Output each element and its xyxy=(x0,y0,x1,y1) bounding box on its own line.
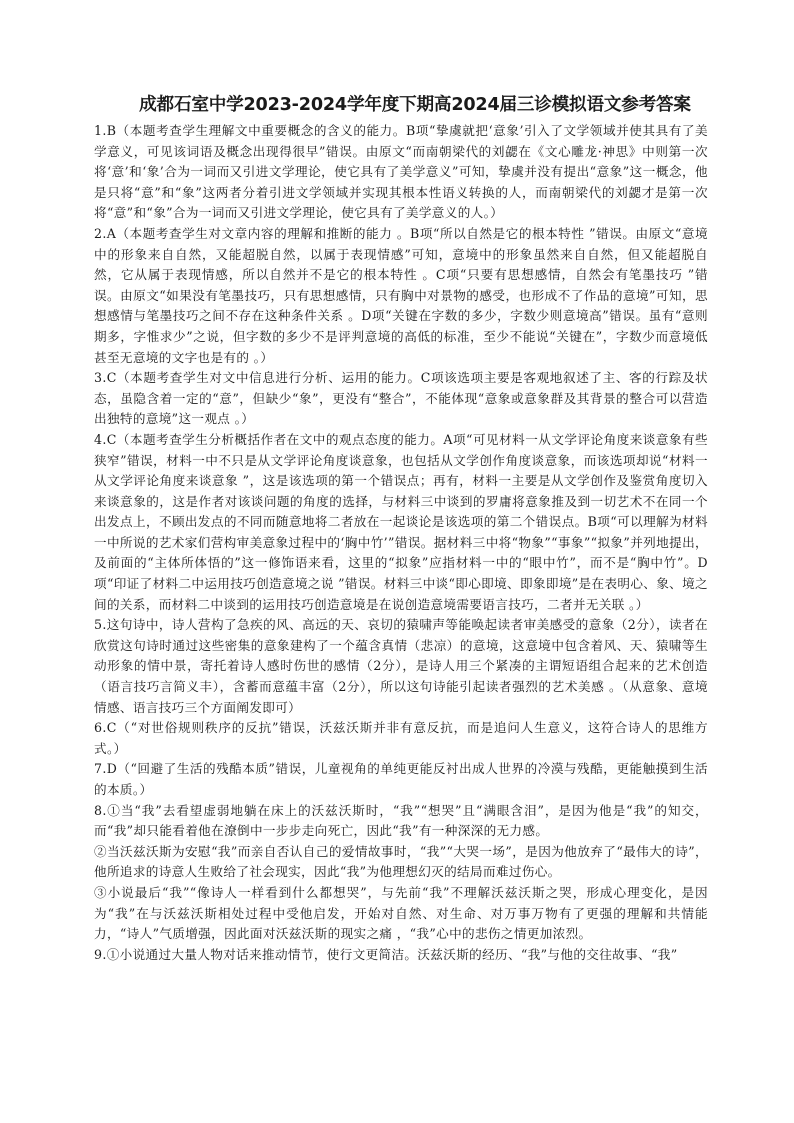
answer-paragraph-3: 3.C（本题考查学生对文中信息进行分析、运用的能力。C项该选项主要是客观地叙述了主、客的行踪及状态，虽隐含着一定的“意”，但缺少“象”，更没有“整合”，不能体现“意象或意象群及其背景的整合可以营造出独特的意境”这一观点 。） xyxy=(94,370,708,427)
answer-paragraph-9: 9.①小说通过大量人物对话来推动情节，使行文更简洁。沃兹沃斯的经历、“我”与他的交往故事、“我” xyxy=(94,946,678,962)
page-title: 成都石室中学2023-2024学年度下期高2024届三诊模拟语文参考答案 xyxy=(139,95,691,115)
answer-paragraph-2: 2.A（本题考查学生对文章内容的理解和推断的能力 。B项“所以自然是它的根本特性 ”错误。由原文“意境中的形象来自自然，又能超脱自然，以属于表现情感”可知，意境中的形象虽然来自自然，但又能超脱自然，它从属于表现情感，所以自然并不是它的根本特性 。C项“只要有思想感情，自然会有笔墨技巧 ”错误。由原文“如果没有笔墨技巧，只有思想感情，只有胸中对景物的感受，也形成不了作品的意境”可知，思想感情与笔墨技巧之间不存在这种条件关系 。D项“关键在字数的多少，字数少则意境高”错误。虽有“意则期多，字惟求少”之说，但字数的多少不是评判意境的高低的标准，至少不能说“关键在”，字数少而意境低甚至无意境的文字也是有的 。） xyxy=(94,225,708,365)
answer-paragraph-5: 5.这句诗中，诗人营构了急疾的风、高远的天、哀切的猿啸声等能唤起读者审美感受的意象（2分），读者在欣赏这句诗时通过这些密集的意象建构了一个蕴含真情（悲凉）的意境，这意境中包含着风、天、猿啸等生动形象的情中景，寄托着诗人感时伤世的感情（2分），是诗人用三个紧凑的主谓短语组合起来的艺术创造（语言技巧言简义丰），含蓄而意蕴丰富（2分），所以这句诗能引起读者强烈的艺术美感 。（从意象、意境情感、语言技巧三个方面阐发即可） xyxy=(94,617,708,715)
answer-paragraph-1: 1.B（本题考查学生理解文中重要概念的含义的能力。B项“挚虞就把‘意象’引入了文学领域并使其具有了美学意义，可见该词语及概念出现得很早”错误。由原文“而南朝梁代的刘勰在《文心雕龙·神思》中则第一次将‘意’和‘象’合为一词而又引进文学理论，使它具有了美学意义”可知，挚虞并没有提出“意象”这一概念，他是只将“意”和“象”这两者分着引进文学领域并实现其根本性语义转换的人，而南朝梁代的刘勰才是第一次将“意”和“象”合为一词而又引进文学理论，使它具有了美学意义的人。） xyxy=(94,123,708,221)
answer-paragraph-7: 7.D（“回避了生活的残酷本质”错误，儿童视角的单纯更能反衬出成人世界的冷漠与残酷，更能触摸到生活的本质。） xyxy=(94,761,708,797)
answer-paragraph-8-1: 8.①当“我”去看望虚弱地躺在床上的沃兹沃斯时，“我”“想哭”且“满眼含泪”，是因为他是“我”的知交，而“我”却只能看着他在潦倒中一步步走向死亡，因此“我”有一种深深的无力感。 xyxy=(94,802,708,839)
answer-content xyxy=(94,121,708,965)
answer-paragraph-6: 6.C（“对世俗规则秩序的反抗”错误，沃兹沃斯并非有意反抗，而是追问人生意义，这符合诗人的思维方式。） xyxy=(94,720,708,756)
answer-paragraph-4: 4.C（本题考查学生分析概括作者在文中的观点态度的能力。A项“可见材料一从文学评论角度来谈意象有些狭窄”错误，材料一中不只是从文学评论角度谈意象，也包括从文学创作角度谈意象，而该选项却说“材料一从文学评论角度来谈意象 ”，这是该选项的第一个错误点；再有，材料一主要是从文学创作及鉴赏角度切入来谈意象的，这是作者对该谈问题的角度的选择，与材料三中谈到的罗庸将意象推及到一切艺术不在同一个出发点上，不顾出发点的不同而随意地将二者放在一起谈论是该选项的第二个错误点。B项“可以理解为材料一中所说的艺术家们营构审美意象过程中的‘胸中竹’”错误。据材料三中将“物象”“事象”“拟象”并列地提出，及前面的“主体所体悟的”这一修饰语来看，这里的“拟象”应指材料一中的“眼中竹”，而不是“胸中竹”。D项“印证了材料二中运用技巧创造意境之说 ”错误。材料三中谈“即心即境、即象即境”是在表明心、象、境之间的关系，而材料二中谈到的运用技巧创造意境是在说创造意境需要语言技巧，二者并无关联 。） xyxy=(94,431,708,612)
answer-paragraph-8-2: ②当沃兹沃斯为安慰“我”而亲自否认自己的爱情故事时，“我”“大哭一场”，是因为他放弃了“最伟大的诗”，他所追求的诗意人生败给了社会现实，因此“我”为他理想幻灭的结局而难过伤心。 xyxy=(94,843,708,880)
answer-paragraph-8-3: ③小说最后“我”“像诗人一样看到什么都想哭”，与先前“我”不理解沃兹沃斯之哭，形成心理变化，是因为“我”在与沃兹沃斯相处过程中受他启发，开始对自然、对生命、对万事万物有了更强的理解和共情能力，“诗人”气质增强，因此面对沃兹沃斯的现实之痛 ，“我”心中的悲伤之情更加浓烈。 xyxy=(94,884,708,942)
